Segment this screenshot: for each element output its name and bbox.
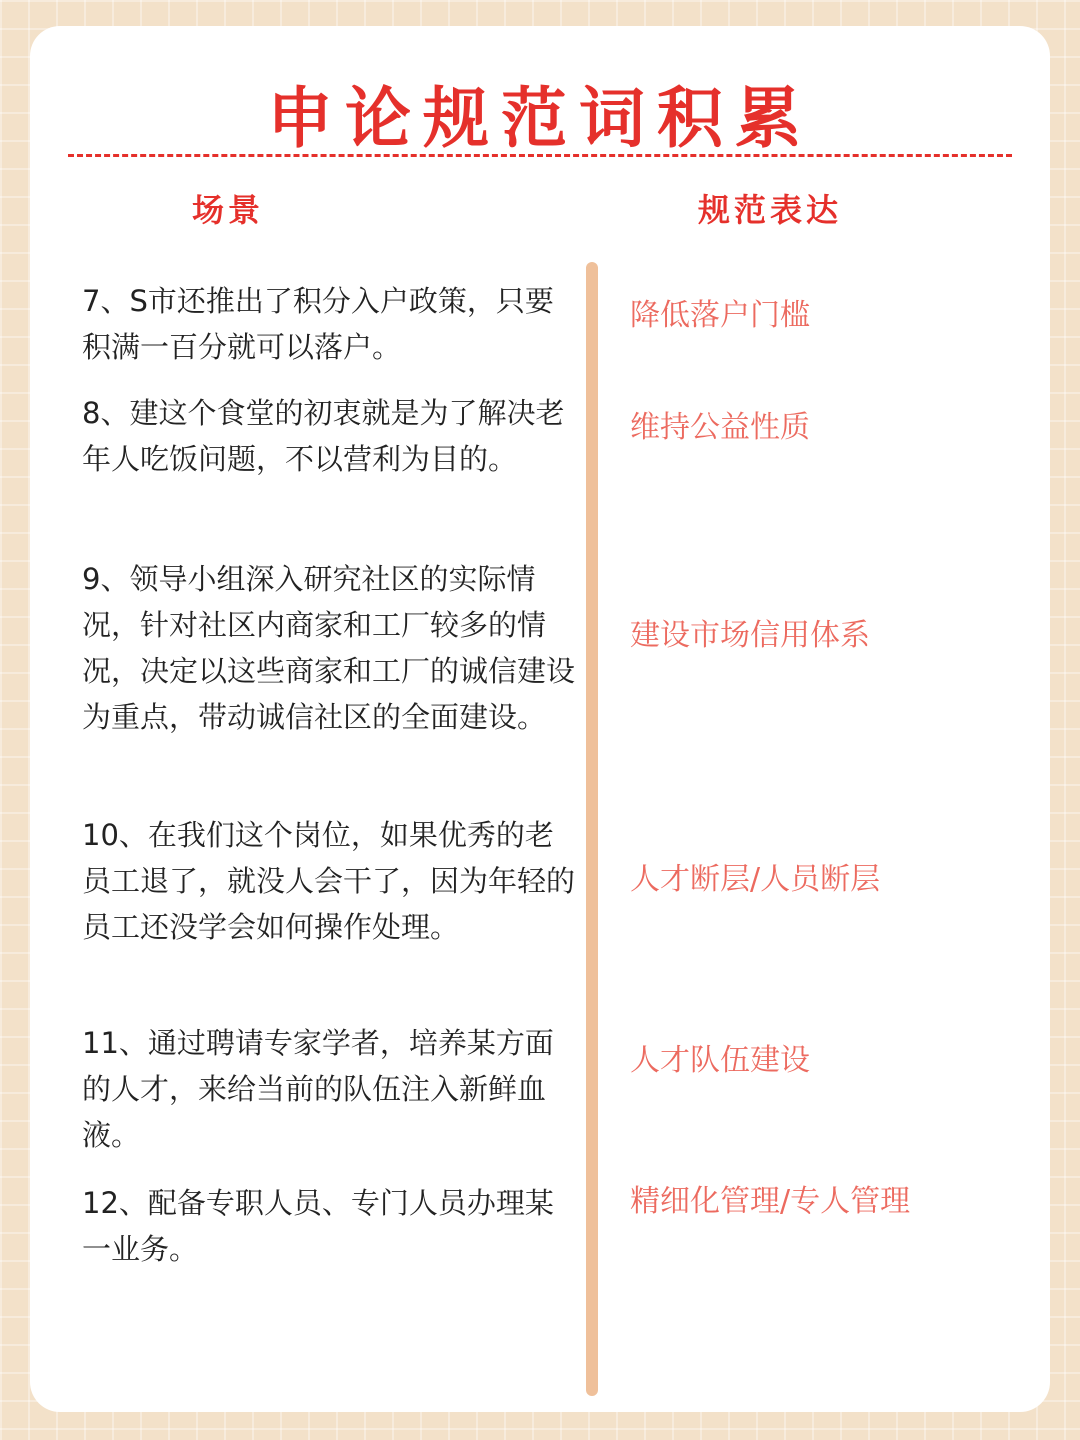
scene-text-9: 9、领导小组深入研究社区的实际情况，针对社区内商家和工厂较多的情况，决定以这些商家和工厂的诚信建设为重点，带动诚信社区的全面建设。 (82, 562, 576, 734)
scene-text-7: 7、S市还推出了积分入户政策，只要积满一百分就可以落户。 (82, 284, 554, 364)
column-header-expression: 规范表达 (698, 191, 843, 229)
expression-text-7: 降低落户门槛 (630, 298, 810, 333)
column-header-scene: 场景 (192, 191, 265, 229)
expression-text-10: 人才断层/人员断层 (630, 862, 881, 897)
column-separator (586, 262, 598, 1396)
expression-text-9: 建设市场信用体系 (630, 618, 870, 653)
expression-text-12: 精细化管理/专人管理 (630, 1184, 911, 1219)
scene-text-11: 11、通过聘请专家学者，培养某方面的人才，来给当前的队伍注入新鲜血液。 (82, 1026, 554, 1152)
title-divider (68, 154, 1012, 157)
content-card (30, 26, 1050, 1412)
scene-text-10: 10、在我们这个岗位，如果优秀的老员工退了，就没人会干了，因为年轻的员工还没学会如何操作处理。 (82, 818, 576, 944)
expression-text-8: 维持公益性质 (630, 410, 810, 445)
scene-text-8: 8、建这个食堂的初衷就是为了解决老年人吃饭问题，不以营利为目的。 (82, 396, 565, 476)
scene-text-12: 12、配备专职人员、专门人员办理某一业务。 (82, 1186, 554, 1266)
expression-text-11: 人才队伍建设 (630, 1043, 810, 1078)
page-title: 申论规范词积累 (267, 80, 813, 157)
